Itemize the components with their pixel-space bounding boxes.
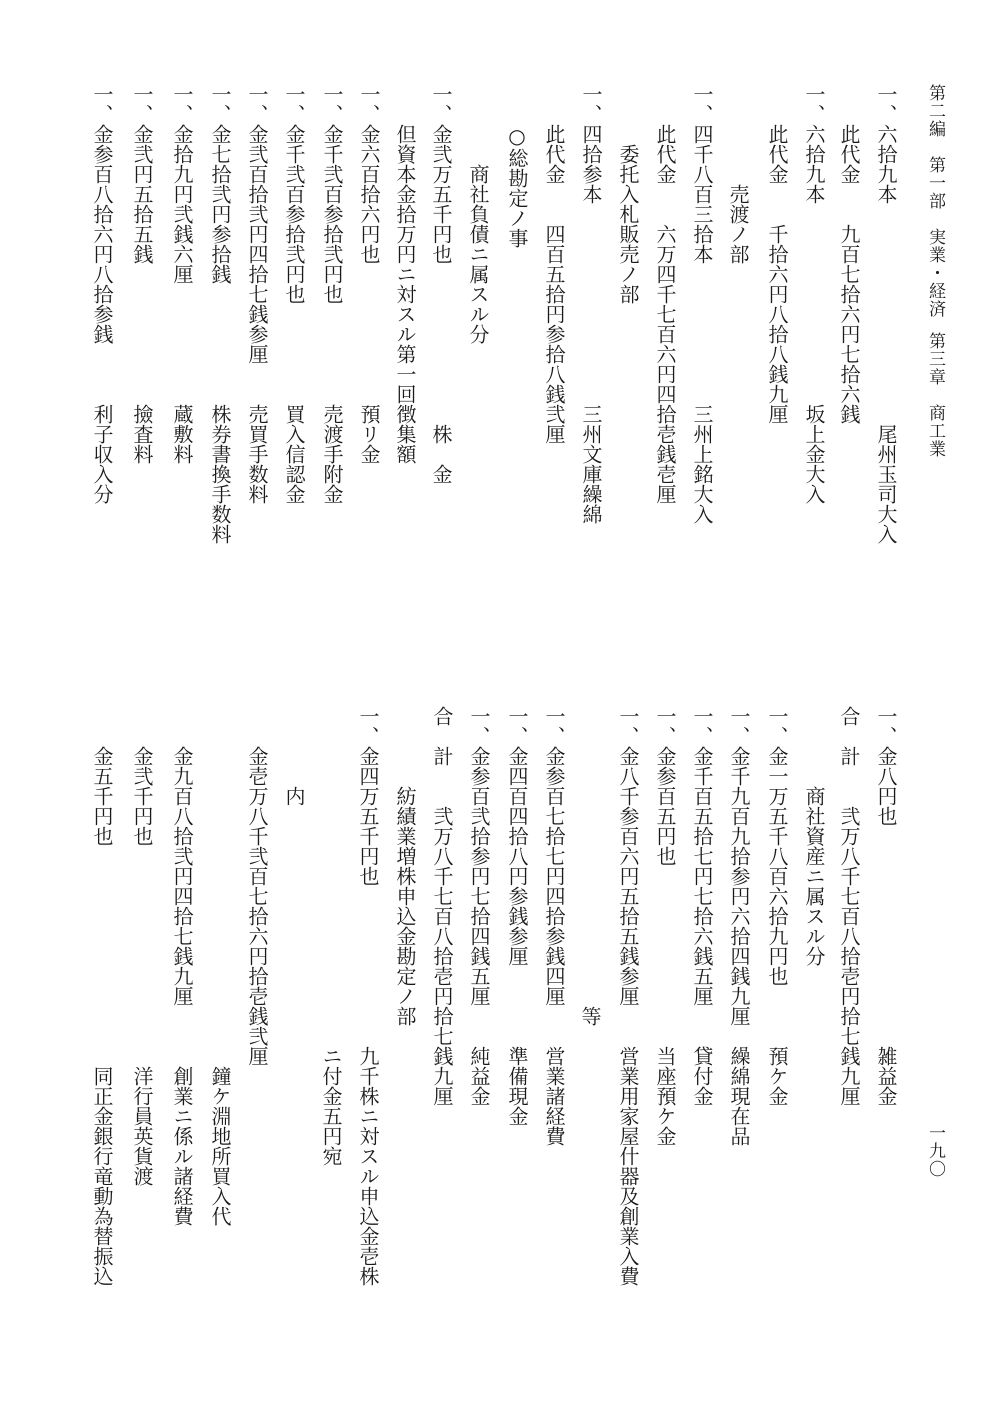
text-column: 一、金六百拾六円也 預リ金 (357, 84, 381, 464)
text-column: 鐘ケ淵地所買入代 (208, 706, 232, 1226)
text-column: 一、金参百七拾七円四拾参銭四厘 営業諸経費 (542, 706, 566, 1146)
text-column: 一、金四百四拾八円参銭参厘 準備現金 (505, 706, 529, 1126)
text-column: 一、金参百弐拾参円七拾四銭五厘 純益金 (467, 706, 491, 1106)
text-column: 売渡ノ部 (726, 84, 750, 264)
text-column: 金九百八拾弐円四拾七銭九厘 創業ニ係ル諸経費 (170, 706, 194, 1226)
text-column: 一、金拾九円弐銭六厘 蔵敷料 (170, 84, 194, 464)
text-column: 一、金参百八拾六円八拾参銭 利子収入分 (90, 84, 114, 504)
page-number: 一九〇 (925, 1124, 945, 1178)
text-column: 内 (282, 706, 306, 806)
text-column: 但資本金拾万円ニ対スル第一回徴集額 (393, 84, 417, 464)
text-column: 一、金千九百九拾参円六拾四銭九厘 繰綿現在品 (727, 706, 751, 1146)
text-column: 一、金七拾弐円参拾銭 株券書換手数料 (208, 84, 232, 544)
text-column: 此代金 六万四千七百六円四拾壱銭壱厘 (653, 84, 677, 504)
text-column: 一、四拾参本 三州文庫繰綿 (579, 84, 603, 524)
text-column: 一、金一万五千八百六拾九円也 預ケ金 (765, 706, 789, 1106)
text-column: 一、金弐円五拾五銭 撿査料 (130, 84, 154, 464)
text-column: 一、金四万五千円也 九千株ニ対スル申込金壱株 (356, 706, 380, 1286)
text-column: 委托入札販売ノ部 (616, 84, 640, 304)
text-column: 金壱万八千弐百七拾六円拾壱銭弐厘 (245, 706, 269, 1066)
text-column: 一、金千弐百参拾弐円也 売渡手附金 (320, 84, 344, 504)
text-column: 一、六拾九本 坂上金大入 (802, 84, 826, 504)
text-column: ○総勘定ノ事 (505, 84, 529, 248)
text-column: 一、六拾九本 尾州玉司大入 (874, 84, 898, 544)
header-chapter-title: 第三章 商工業 (925, 332, 945, 458)
text-column: 合 計 弐万八千七百八拾壱円拾七銭九厘 (837, 706, 861, 1106)
text-column: 一、金八千参百六円五拾五銭参厘 営業用家屋什器及創業入費 (616, 706, 640, 1286)
text-column: 一、金弐百拾弐円四拾七銭参厘 売買手数料 (245, 84, 269, 504)
text-column: 一、四千八百三拾本 三州上銘大入 (690, 84, 714, 524)
text-column: 一、金八円也 雑益金 (874, 706, 898, 1106)
text-column: 金五千円也 同正金銀行竜動為替振込 (90, 706, 114, 1286)
text-column: 此代金 四百五拾円参拾八銭弐厘 (542, 84, 566, 444)
running-header (918, 84, 948, 458)
text-column: 等 (578, 706, 602, 1026)
text-column: 一、金参百五円也 当座預ケ金 (653, 706, 677, 1146)
text-column: 合 計 弐万八千七百八拾壱円拾七銭九厘 (430, 706, 454, 1106)
text-column: 商社負債ニ属スル分 (466, 84, 490, 344)
text-column: 一、金千百五拾七円七拾六銭五厘 貸付金 (690, 706, 714, 1106)
text-column: 紡績業増株申込金勘定ノ部 (393, 706, 417, 1026)
text-column: 一、金弐万五千円也 株 金 (429, 84, 453, 484)
text-column: 商社資産ニ属スル分 (802, 706, 826, 966)
text-column: 一、金千弐百参拾弐円也 買入信認金 (282, 84, 306, 504)
text-column: 此代金 千拾六円八拾八銭九厘 (765, 84, 789, 424)
text-column: 此代金 九百七拾六円七拾六銭 (837, 84, 861, 424)
header-part-title: 第二編 第一部 実業・経済 (925, 84, 945, 318)
text-column: ニ付金五円宛 (319, 706, 343, 1166)
text-column: 金弐千円也 洋行員英貨渡 (130, 706, 154, 1186)
